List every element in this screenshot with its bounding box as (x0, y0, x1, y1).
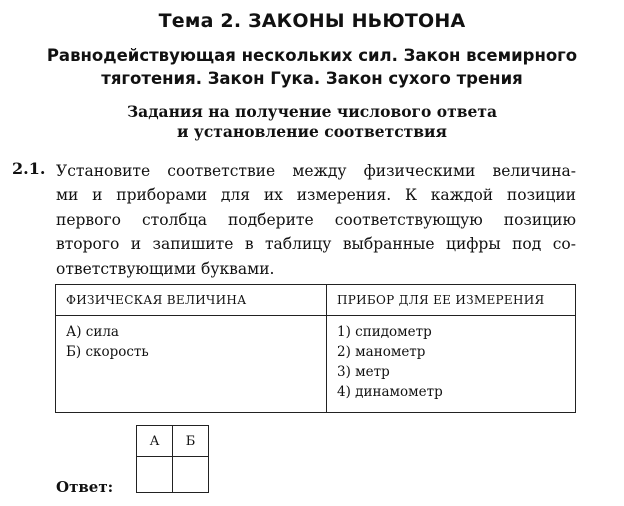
answer-letter-b: Б (173, 426, 209, 457)
instrument-item: 3) метр (337, 364, 390, 380)
answer-label: Ответ: (56, 478, 114, 496)
answer-cell-a[interactable] (137, 457, 173, 493)
instrument-item: 1) спидометр (337, 324, 432, 340)
matching-table-body-row (56, 316, 576, 413)
subtitle-line-1: Равнодействующая нескольких сил. Закон всемирного (46, 46, 578, 65)
instrument-item: 2) манометр (337, 344, 426, 360)
instrument-item: 4) динамометр (337, 384, 443, 400)
section-heading (60, 102, 564, 142)
quantity-item: Б) скорость (66, 344, 149, 360)
matching-table-header-row (56, 285, 576, 316)
section-heading-line-2: и установление соответствия (177, 122, 447, 141)
task-text-line: первого столбца подберите соответствующую позицию (56, 210, 576, 229)
task-number: 2.1. (12, 159, 46, 178)
task-text-line: ми и приборами для их измерения. К каждой позиции (56, 186, 576, 205)
quantities-cell (56, 316, 327, 413)
section-heading-line-1: Задания на получение числового ответа (126, 102, 498, 121)
column-header-instrument: ПРИБОР ДЛЯ ЕЕ ИЗМЕРЕНИЯ (327, 285, 576, 316)
column-header-quantity: ФИЗИЧЕСКАЯ ВЕЛИЧИНА (56, 285, 327, 316)
quantity-item: А) сила (66, 324, 119, 340)
answer-cell-b[interactable] (173, 457, 209, 493)
subtitle-line-2: тяготения. Закон Гука. Закон сухого трения (101, 69, 523, 88)
subtitle (20, 44, 604, 90)
task-text-line: Установите соответствие между физическими величина- (56, 162, 576, 180)
answer-grid-input-row (137, 457, 209, 493)
topic-title: Тема 2. ЗАКОНЫ НЬЮТОНА (158, 10, 466, 32)
answer-grid (136, 425, 209, 493)
matching-table (55, 284, 576, 413)
instruments-cell (327, 316, 576, 413)
task-text-line: ответствующими буквами. (56, 259, 275, 278)
answer-grid-header-row (137, 426, 209, 457)
answer-letter-a: А (137, 426, 173, 457)
task-text-line: второго и запишите в таблицу выбранные цифры под со- (56, 235, 576, 254)
task-text (56, 159, 576, 281)
